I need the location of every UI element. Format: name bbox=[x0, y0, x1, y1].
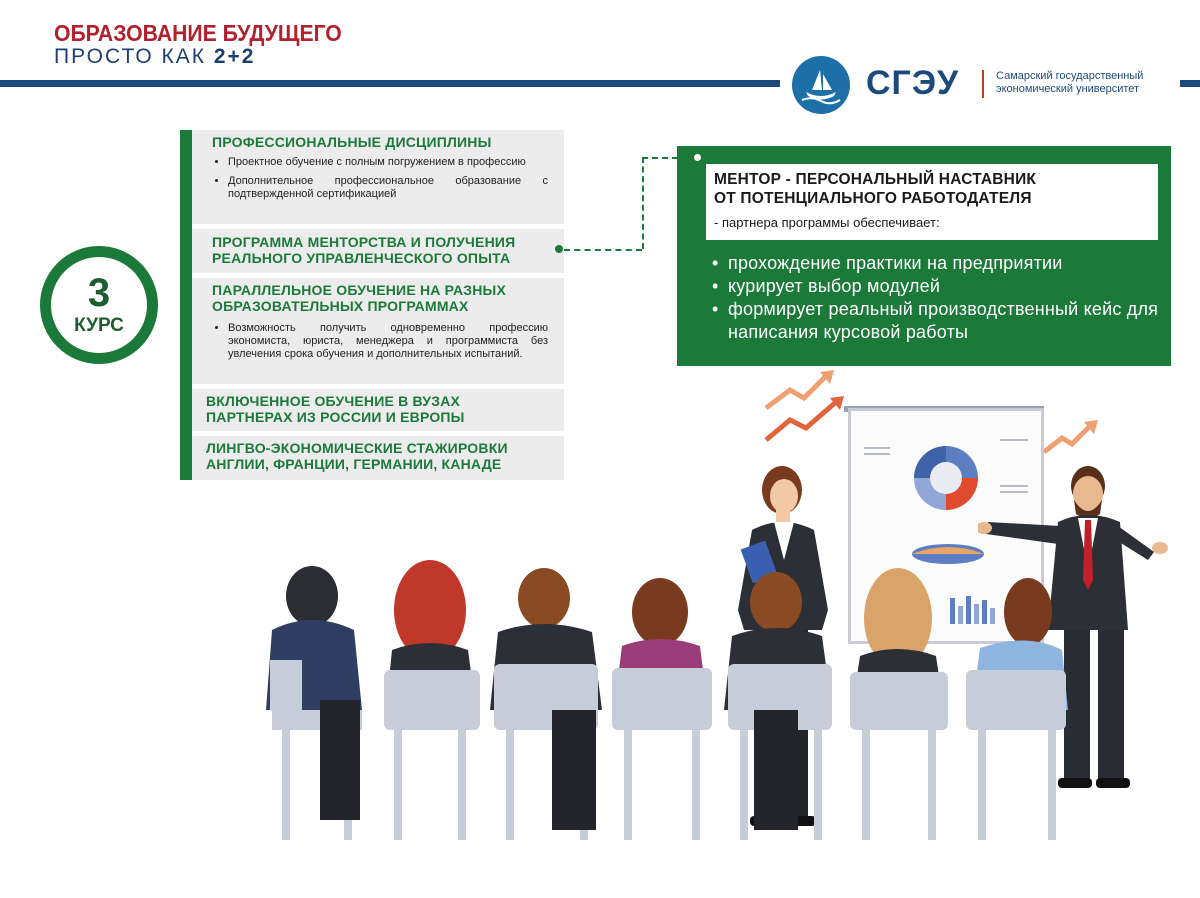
audience-member bbox=[724, 572, 832, 840]
audience-member bbox=[612, 578, 712, 840]
logo-wordmark: СГЭУ bbox=[866, 64, 960, 102]
sgeu-logo-icon bbox=[792, 56, 850, 114]
block-list bbox=[212, 322, 548, 361]
brand-slogan bbox=[54, 45, 255, 69]
brand-title: ОБРАЗОВАНИЕ БУДУЩЕГО bbox=[54, 20, 342, 46]
list-item: • Дополнительное профессиональное образование с подтвержденной сертификацией bbox=[228, 175, 548, 201]
audience-member bbox=[490, 568, 602, 840]
block-title: ПАРАЛЛЕЛЬНОЕ ОБУЧЕНИЕ НА РАЗНЫХ ОБРАЗОВАТЕЛЬНЫХ ПРОГРАММАХ bbox=[212, 282, 506, 314]
block-professional-disciplines bbox=[192, 130, 564, 224]
mentor-list-item: • курирует выбор модулей bbox=[712, 275, 1168, 298]
audience-member bbox=[266, 566, 362, 840]
university-name-line2: экономический университет bbox=[996, 83, 1140, 95]
mentor-subtitle: - партнера программы обеспечивает: bbox=[714, 215, 940, 230]
connector-line bbox=[642, 157, 678, 159]
mentor-title-line2: ОТ ПОТЕНЦИАЛЬНОГО РАБОТОДАТЕЛЯ bbox=[714, 190, 1032, 207]
growth-arrow-icon bbox=[1040, 418, 1100, 458]
course-label: КУРС bbox=[74, 315, 124, 336]
list-item: • Проектное обучение с полным погружением в профессию bbox=[228, 156, 548, 169]
university-name-line1: Самарский государственный bbox=[996, 70, 1144, 82]
audience-member bbox=[850, 568, 948, 840]
block-title: ПРОФЕССИОНАЛЬНЫЕ ДИСЦИПЛИНЫ bbox=[212, 134, 492, 150]
block-mentorship bbox=[192, 229, 564, 273]
brand-slogan-accent: 2+2 bbox=[213, 45, 256, 68]
connector-line bbox=[642, 157, 644, 249]
mentor-title bbox=[714, 170, 1036, 208]
audience-figures bbox=[262, 560, 1072, 860]
mentor-panel-dot bbox=[694, 154, 701, 161]
brand-slogan-text: ПРОСТО КАК bbox=[54, 45, 214, 68]
mentor-list-item: • формирует реальный производственный кейс для написания курсовой работы bbox=[712, 298, 1168, 344]
block-title: ПРОГРАММА МЕНТОРСТВА И ПОЛУЧЕНИЯ РЕАЛЬНОГО УПРАВЛЕНЧЕСКОГО ОПЫТА bbox=[212, 234, 516, 266]
mentor-title-line1: МЕНТОР - ПЕРСОНАЛЬНЫЙ НАСТАВНИК bbox=[714, 171, 1037, 188]
logo-divider bbox=[982, 70, 984, 98]
block-included-study bbox=[192, 389, 564, 431]
audience-member bbox=[966, 578, 1068, 840]
growth-arrow-icon bbox=[760, 368, 850, 448]
course-badge bbox=[40, 246, 158, 364]
block-internships bbox=[192, 436, 564, 480]
block-list bbox=[212, 156, 548, 201]
mentor-list-item: • прохождение практики на предприятии bbox=[712, 252, 1168, 275]
university-name bbox=[996, 70, 1143, 96]
connector-dot-start bbox=[555, 245, 563, 253]
audience-member bbox=[384, 560, 480, 840]
mentor-list bbox=[712, 252, 1168, 344]
block-parallel-study bbox=[192, 278, 564, 384]
blocks-accent-bar bbox=[180, 130, 192, 480]
block-title: ЛИНГВО-ЭКОНОМИЧЕСКИЕ СТАЖИРОВКИ АНГЛИИ, ФРАНЦИИ, ГЕРМАНИИ, КАНАДЕ bbox=[206, 440, 508, 472]
connector-line bbox=[564, 249, 642, 251]
list-item: • Возможность получить одновременно профессию экономиста, юриста, менеджера и программиста без увлечения срока обучения и дополнительных испытаний. bbox=[228, 322, 548, 361]
block-title: ВКЛЮЧЕННОЕ ОБУЧЕНИЕ В ВУЗАХ ПАРТНЕРАХ ИЗ РОССИИ И ЕВРОПЫ bbox=[206, 393, 465, 425]
course-number: 3 bbox=[87, 271, 111, 315]
